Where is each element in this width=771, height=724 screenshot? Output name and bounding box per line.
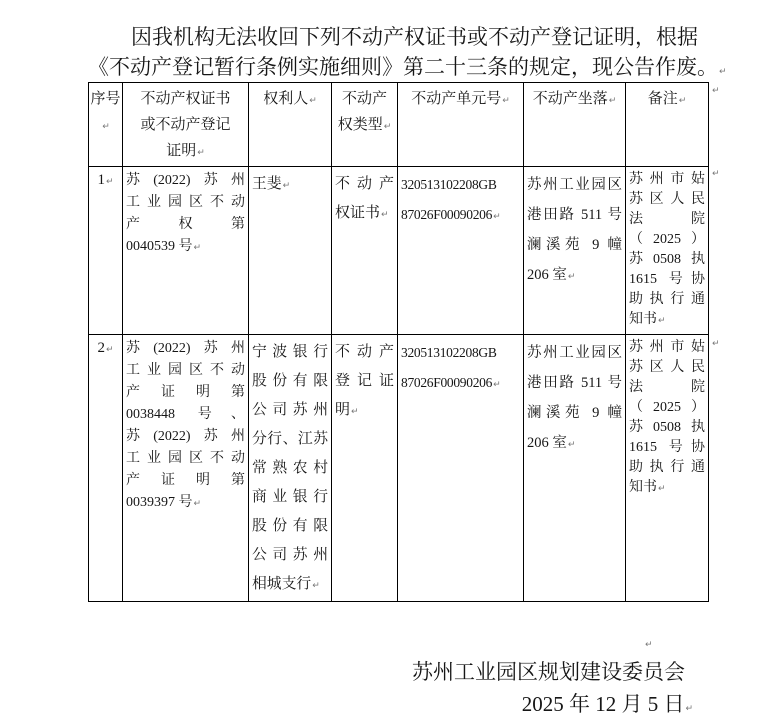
table-cell (89, 335, 123, 602)
cell-line: 206 室↵ (527, 435, 576, 451)
cell-line: 知书↵ (629, 312, 666, 327)
table-row (89, 335, 709, 602)
paragraph-mark: ↵ (567, 440, 576, 450)
paragraph-mark: ↵ (493, 380, 501, 390)
cell-line: 苏0508执 (629, 252, 705, 267)
cell-line: 0038448 号、 (126, 407, 245, 422)
header-cell (398, 83, 524, 167)
cell-line: 苏州工业园区 (527, 177, 622, 193)
cell-line: 苏(2022)苏州 (126, 429, 245, 444)
paragraph-mark: ↵ (567, 272, 576, 282)
cell-line: 澜溪苑 9 幢 (527, 237, 622, 253)
table-cell (398, 335, 524, 602)
cell-line: 常熟农村 (252, 460, 328, 476)
cell-line: 0039397 号↵ (126, 495, 202, 510)
paragraph-mark: ↵ (658, 484, 666, 494)
intro-line-2-text: 《不动产登记暂行条例实施细则》第二十三条的规定，现公告作废。 (88, 55, 718, 79)
cell-line: 不动产 (341, 91, 387, 107)
header-cell (524, 83, 626, 167)
cell-line: 知书↵ (629, 480, 666, 495)
cell-line: 法院 (629, 212, 705, 227)
notice-table-body (89, 83, 709, 602)
header-cell (89, 83, 123, 167)
cell-line: 1615 号协 (629, 272, 705, 287)
cell-line: 不动产权证书 (140, 91, 231, 107)
cell-line: 产权第 (126, 217, 245, 232)
cell-line: 王斐↵ (252, 176, 291, 192)
table-cell (524, 335, 626, 602)
header-cell (249, 83, 332, 167)
table-row (89, 167, 709, 335)
header-cell (626, 83, 709, 167)
cell-line: 公司苏州 (252, 402, 328, 418)
paragraph-mark: ↵ (383, 122, 392, 132)
cell-line: 苏0508执 (629, 420, 705, 435)
table-cell (626, 335, 709, 602)
cell-line: 2↵ (97, 340, 114, 356)
cell-line: 明↵ (335, 402, 359, 418)
cell-line: 不动产单元号↵ (411, 91, 510, 107)
cell-line: 工业园区不动 (126, 195, 245, 210)
paragraph-mark: ↵ (685, 704, 693, 714)
cell-line: 商业银行 (252, 489, 328, 505)
paragraph-mark: ↵ (105, 177, 114, 187)
cell-line: 产证明第 (126, 385, 245, 400)
cell-line: 320513102208GB (401, 177, 497, 192)
cell-line: 权证书↵ (335, 205, 389, 221)
table-cell (123, 167, 249, 335)
intro-line-1 (88, 22, 716, 52)
cell-line: 苏(2022)苏州 (126, 173, 245, 188)
cell-line: 分行、江苏 (252, 431, 328, 447)
cell-line: 公司苏州 (252, 547, 328, 563)
cell-line: 备注↵ (647, 91, 687, 107)
cell-line: 不动产 (335, 176, 394, 192)
table-cell (398, 167, 524, 335)
cell-line: 登记证 (335, 373, 394, 389)
footer-date (522, 688, 693, 718)
cell-line: 澜溪苑 9 幢 (527, 405, 622, 421)
paragraph-mark: ↵ (309, 96, 317, 106)
table-cell (626, 167, 709, 335)
cell-line: 工业园区不动 (126, 363, 245, 378)
cell-line: 法院 (629, 380, 705, 395)
paragraph-mark: ↵ (381, 210, 389, 220)
cell-line: 不动产坐落↵ (532, 91, 617, 107)
paragraph-mark: ↵ (719, 67, 727, 77)
paragraph-mark: ↵ (493, 212, 501, 222)
cell-line: 股份有限 (252, 518, 328, 534)
cell-line: 1↵ (97, 172, 114, 188)
table-cell (89, 167, 123, 335)
cell-line: （2025） (629, 400, 705, 415)
paragraph-mark: ↵ (502, 96, 510, 106)
table-cell (332, 335, 398, 602)
row-end-mark: ↵ (712, 339, 720, 349)
table-cell (249, 167, 332, 335)
cell-line: 产证明第 (126, 473, 245, 488)
cell-line: 苏区人民 (629, 192, 705, 207)
table-cell (249, 335, 332, 602)
paragraph-mark: ↵ (608, 96, 617, 106)
cell-line: 1615 号协 (629, 440, 705, 455)
row-end-mark: ↵ (712, 86, 720, 96)
paragraph-mark: ↵ (658, 316, 666, 326)
cell-line: 工业园区不动 (126, 451, 245, 466)
header-cell (332, 83, 398, 167)
notice-table (88, 82, 709, 602)
cell-line: 助执行通 (629, 292, 705, 307)
paragraph-mark: ↵ (102, 122, 110, 132)
table-cell (524, 167, 626, 335)
header-cell (123, 83, 249, 167)
row-end-mark: ↵ (712, 169, 720, 179)
cell-line: 0040539 号↵ (126, 239, 202, 254)
cell-line: （2025） (629, 232, 705, 247)
footer-signature (412, 656, 685, 686)
cell-line: 权利人↵ (263, 91, 317, 107)
cell-line: 证明↵ (166, 143, 205, 159)
cell-line: 206 室↵ (527, 267, 576, 283)
cell-line: 或不动产登记 (140, 117, 231, 133)
intro-line-1-text: 因我机构无法收回下列不动产权证书或不动产登记证明，根据 (131, 25, 698, 49)
footer-date-text: 2025 年 12 月 5 日 (521, 692, 685, 716)
cell-line: 权类型↵ (337, 117, 392, 133)
paragraph-mark: ↵ (312, 581, 320, 591)
paragraph-mark: ↵ (351, 407, 359, 417)
cell-line: 宁波银行 (252, 344, 328, 360)
cell-line: 不动产 (335, 344, 394, 360)
paragraph-mark: ↵ (193, 499, 202, 509)
cell-line: 87026F00090206↵ (401, 375, 501, 390)
cell-line: 序号↵ (90, 91, 121, 132)
intro-paragraph (88, 22, 727, 87)
footer-org-text: 苏州工业园区规划建设委员会 (412, 660, 685, 684)
cell-line: 苏州工业园区 (527, 345, 622, 361)
cell-line: 苏州市姑 (629, 172, 705, 187)
paragraph-mark: ↵ (193, 243, 202, 253)
cell-line: 苏州市姑 (629, 340, 705, 355)
empty-paragraph-mark: ↵ (645, 640, 653, 650)
table-header-row (89, 83, 709, 167)
paragraph-mark: ↵ (282, 181, 291, 191)
cell-line: 股份有限 (252, 373, 328, 389)
paragraph-mark: ↵ (197, 148, 205, 158)
table-cell (332, 167, 398, 335)
cell-line: 320513102208GB (401, 345, 497, 360)
cell-line: 助执行通 (629, 460, 705, 475)
cell-line: 87026F00090206↵ (401, 207, 501, 222)
paragraph-mark: ↵ (105, 345, 114, 355)
cell-line: 苏区人民 (629, 360, 705, 375)
table-cell (123, 335, 249, 602)
paragraph-mark: ↵ (678, 96, 687, 106)
cell-line: 相城支行↵ (252, 576, 320, 592)
cell-line: 苏(2022)苏州 (126, 341, 245, 356)
cell-line: 港田路 511 号 (527, 375, 622, 391)
cell-line: 港田路 511 号 (527, 207, 622, 223)
